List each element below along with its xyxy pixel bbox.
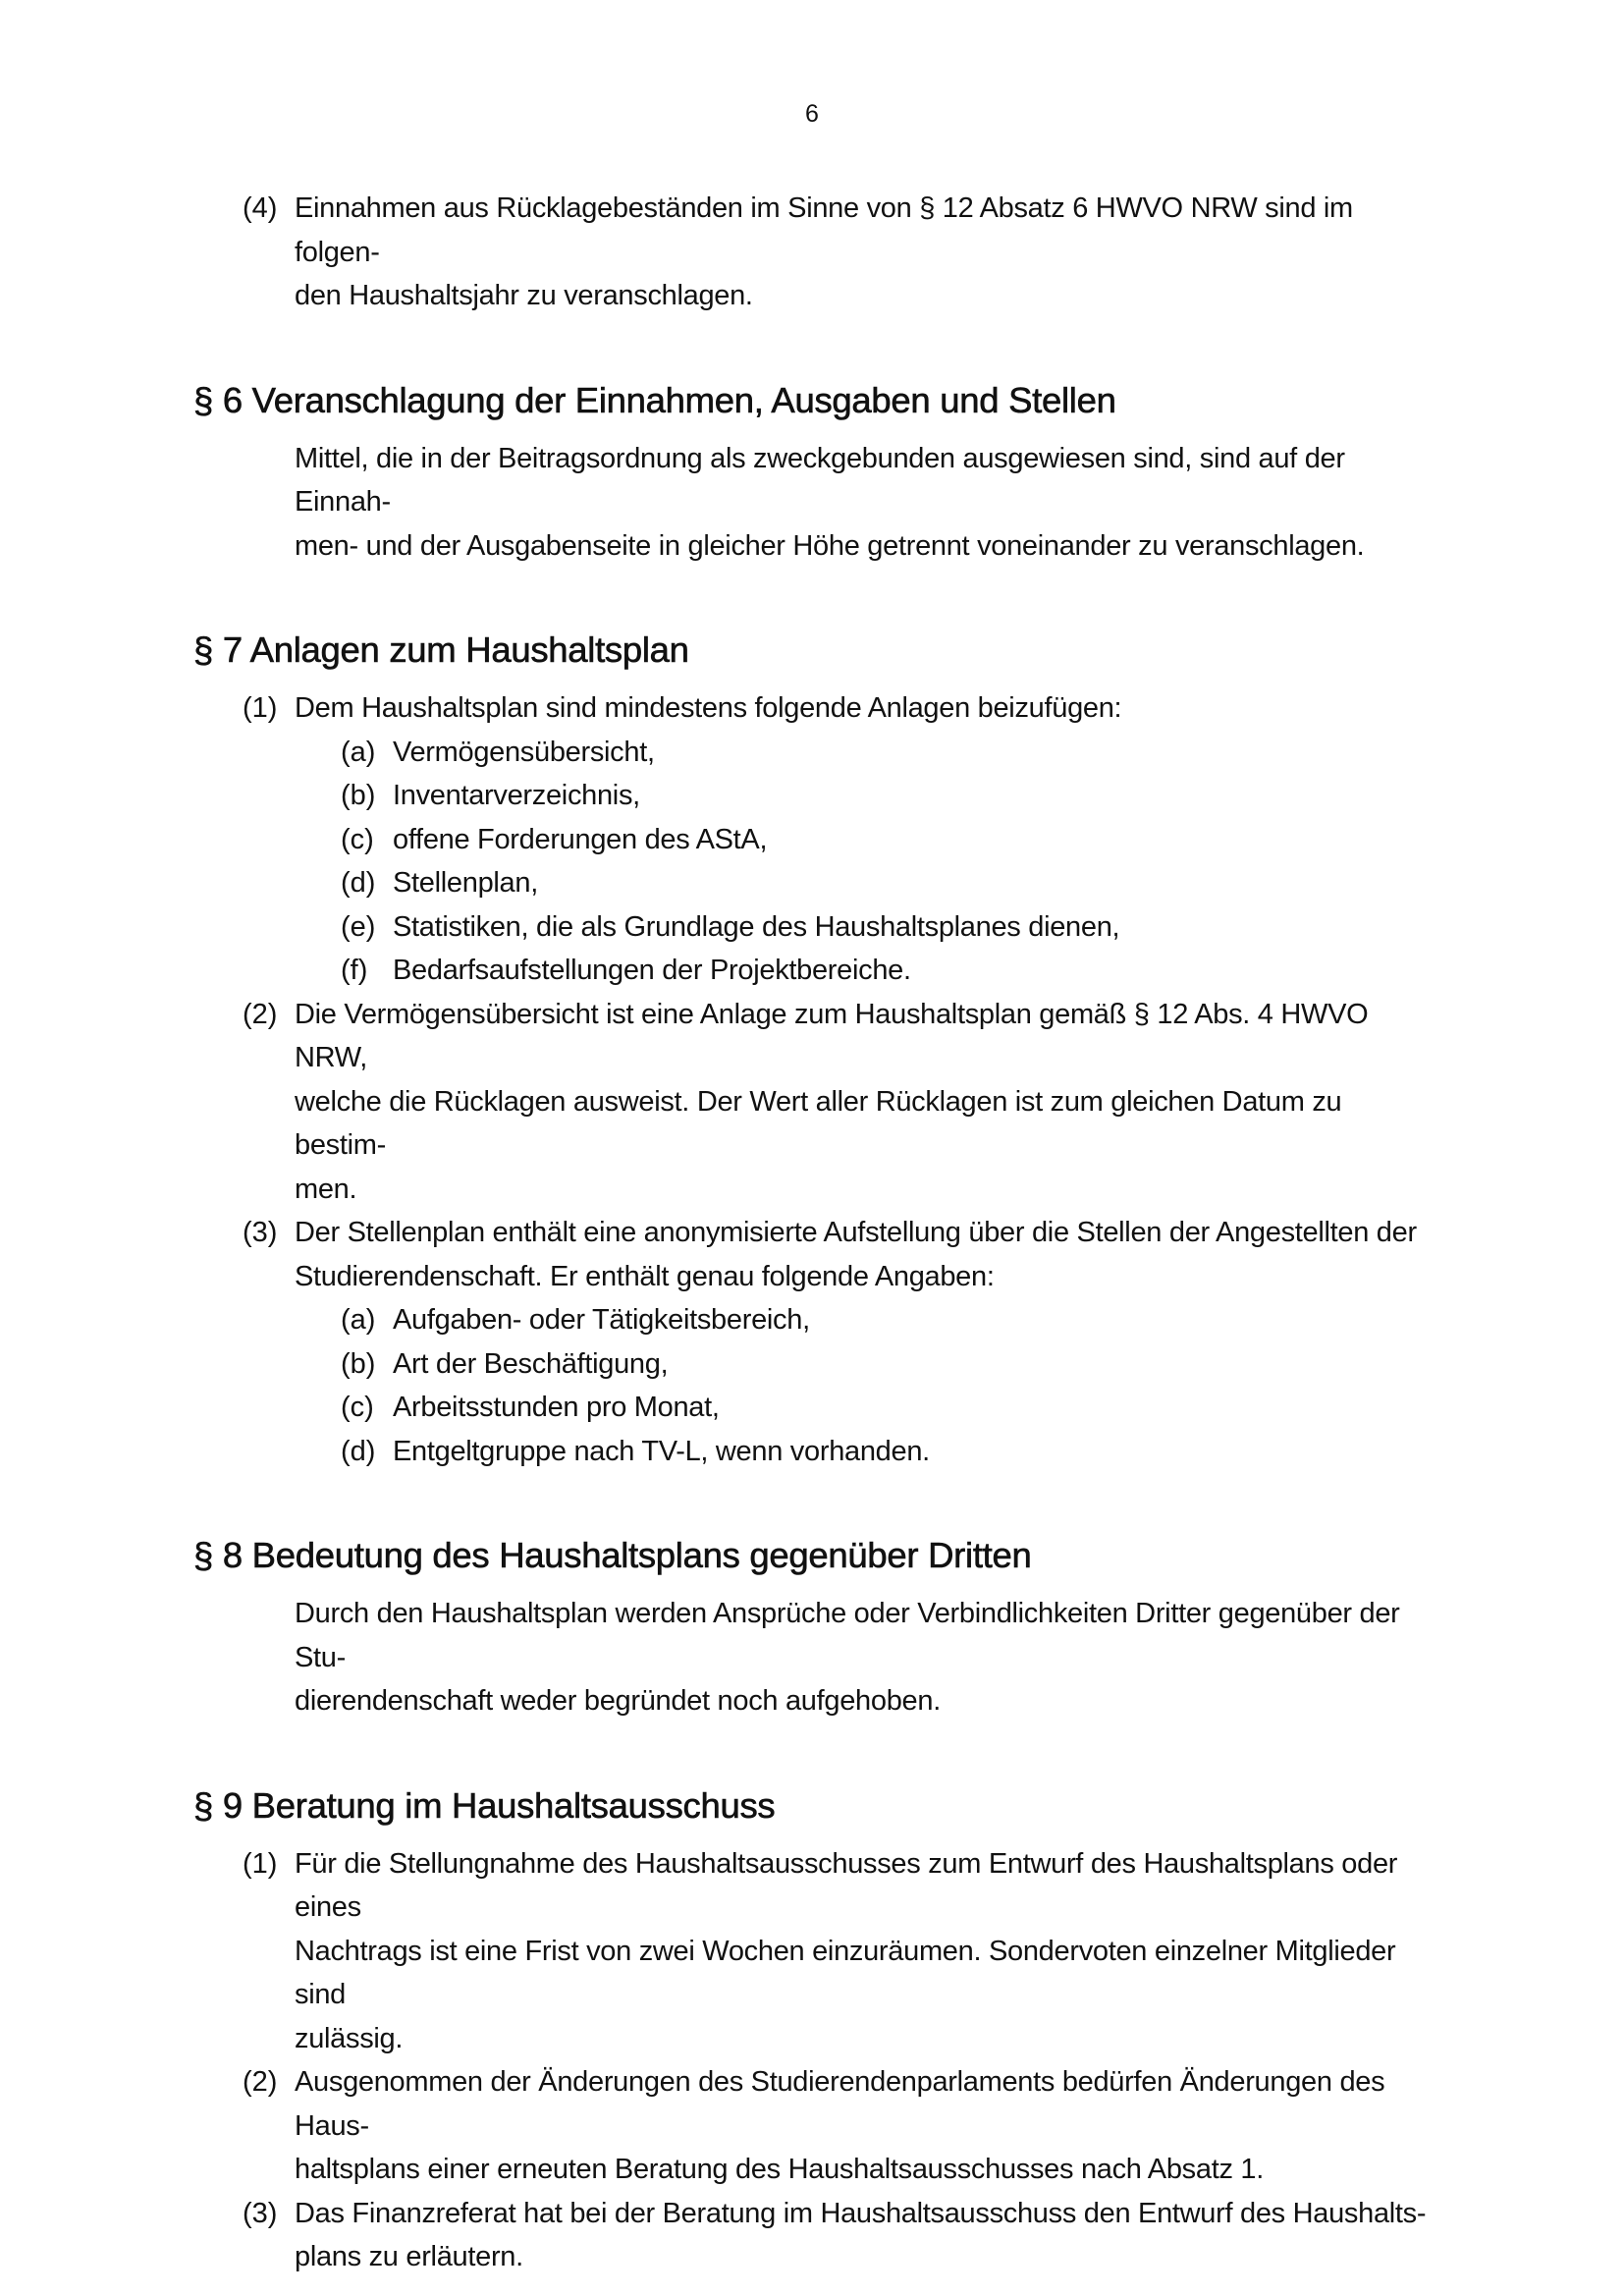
item-label: (2) xyxy=(243,2066,278,2098)
sub-list-item xyxy=(341,731,1440,775)
sub-list-item xyxy=(341,949,1440,993)
text-line: men- und der Ausgabenseite in gleicher Höhe getrennt voneinander zu veranschlagen. xyxy=(295,529,1365,562)
sub-item-text: Inventarverzeichnis, xyxy=(393,780,640,811)
list-item xyxy=(193,2060,1440,2192)
text-line: Einnahmen aus Rücklagebeständen im Sinne von § 12 Absatz 6 HWVO NRW sind im folgen- xyxy=(295,192,1353,268)
text-line: plans zu erläutern. xyxy=(295,2241,523,2272)
text-line: Der Stellenplan enthält eine anonymisierte Aufstellung über die Stellen der Angestellten der xyxy=(295,1217,1417,1248)
sub-list-item xyxy=(341,1430,1440,1474)
sub-item-text: Stellenplan, xyxy=(393,867,538,899)
text-line: Das Finanzreferat hat bei der Beratung im Haushaltsausschuss den Entwurf des Haushalts- xyxy=(295,2197,1427,2229)
page-number: 6 xyxy=(805,100,819,128)
text-line: Studierendenschaft. Er enthält genau folgende Angaben: xyxy=(295,1260,995,1292)
item-label: (2) xyxy=(243,998,278,1030)
text-line: zulässig. xyxy=(295,2022,404,2054)
sub-list-item xyxy=(341,774,1440,818)
sub-item-label: (a) xyxy=(341,736,376,768)
list-item xyxy=(193,2192,1440,2279)
sub-item-label: (c) xyxy=(341,1392,374,1423)
sub-item-label: (f) xyxy=(341,955,368,986)
text-line: Für die Stellungnahme des Haushaltsausschusses zum Entwurf des Haushaltsplans oder eines xyxy=(295,1847,1398,1923)
list-item xyxy=(193,993,1440,1212)
sub-list-item xyxy=(341,861,1440,905)
sub-list-item xyxy=(341,1298,1440,1342)
sub-item-text: Bedarfsaufstellungen der Projektbereiche. xyxy=(393,955,911,986)
sub-item-label: (a) xyxy=(341,1304,376,1336)
paragraph-4 xyxy=(193,187,1440,318)
section-8-text xyxy=(193,1592,1440,1723)
text-line: Die Vermögensübersicht ist eine Anlage zum Haushaltsplan gemäß § 12 Abs. 4 HWVO NRW, xyxy=(295,998,1369,1073)
text-line: men. xyxy=(295,1173,357,1205)
text-line: Ausgenommen der Änderungen des Studierendenparlaments bedürfen Änderungen des Haus- xyxy=(295,2066,1385,2142)
list-item xyxy=(193,686,1440,731)
item-label: (1) xyxy=(243,1847,278,1880)
text-line: dierendenschaft weder begründet noch aufgehoben. xyxy=(295,1685,941,1717)
sub-item-text: Vermögensübersicht, xyxy=(393,736,655,768)
sub-item-label: (e) xyxy=(341,910,376,943)
sub-item-label: (d) xyxy=(341,867,376,899)
item-label: (3) xyxy=(243,2197,278,2229)
sub-item-text: Aufgaben- oder Tätigkeitsbereich, xyxy=(393,1304,810,1336)
list-item xyxy=(193,1842,1440,2061)
sub-item-label: (b) xyxy=(341,780,376,811)
sub-list xyxy=(341,731,1440,993)
text-line: Durch den Haushaltsplan werden Ansprüche oder Verbindlichkeiten Dritter gegenüber der Stu- xyxy=(295,1598,1400,1673)
sub-item-text: offene Forderungen des AStA, xyxy=(393,823,768,855)
text-line: den Haushaltsjahr zu veranschlagen. xyxy=(295,280,753,311)
sub-item-text: Entgeltgruppe nach TV-L, wenn vorhanden. xyxy=(393,1435,930,1467)
item-label: (1) xyxy=(243,692,278,724)
list-item xyxy=(193,1211,1440,1298)
section-heading-6: § 6 Veranschlagung der Einnahmen, Ausgaben und Stellen xyxy=(193,379,1116,420)
sub-item-label: (d) xyxy=(341,1435,376,1467)
text-line: welche die Rücklagen ausweist. Der Wert aller Rücklagen ist zum gleichen Datum zu bestim- xyxy=(295,1085,1342,1161)
text-line: Mittel, die in der Beitragsordnung als zweckgebunden ausgewiesen sind, sind auf der Einnah- xyxy=(295,442,1345,518)
sub-list-item xyxy=(341,1342,1440,1387)
sub-item-text: Statistiken, die als Grundlage des Haushaltsplanes dienen, xyxy=(393,910,1120,943)
item-label: (4) xyxy=(243,192,278,224)
section-heading-8: § 8 Bedeutung des Haushaltsplans gegenüber Dritten xyxy=(193,1535,1032,1575)
document-body xyxy=(193,187,1440,2279)
section-heading-9: § 9 Beratung im Haushaltsausschuss xyxy=(193,1784,776,1826)
sub-list xyxy=(341,1298,1440,1473)
text-line: Dem Haushaltsplan sind mindestens folgende Anlagen beizufügen: xyxy=(295,692,1122,724)
sub-item-text: Arbeitsstunden pro Monat, xyxy=(393,1392,720,1423)
sub-item-label: (b) xyxy=(341,1347,376,1380)
item-label: (3) xyxy=(243,1217,278,1248)
sub-item-label: (c) xyxy=(341,823,374,855)
sub-list-item xyxy=(341,1386,1440,1430)
sub-list-item xyxy=(341,818,1440,862)
sub-list-item xyxy=(341,905,1440,950)
sub-item-text: Art der Beschäftigung, xyxy=(393,1347,669,1380)
text-line: Nachtrags ist eine Frist von zwei Wochen einzuräumen. Sondervoten einzelner Mitglieder sind xyxy=(295,1935,1396,2010)
section-6-text xyxy=(193,437,1440,569)
section-heading-7: § 7 Anlagen zum Haushaltsplan xyxy=(193,629,689,670)
text-line: haltsplans einer erneuten Beratung des Haushaltsausschusses nach Absatz 1. xyxy=(295,2154,1264,2185)
